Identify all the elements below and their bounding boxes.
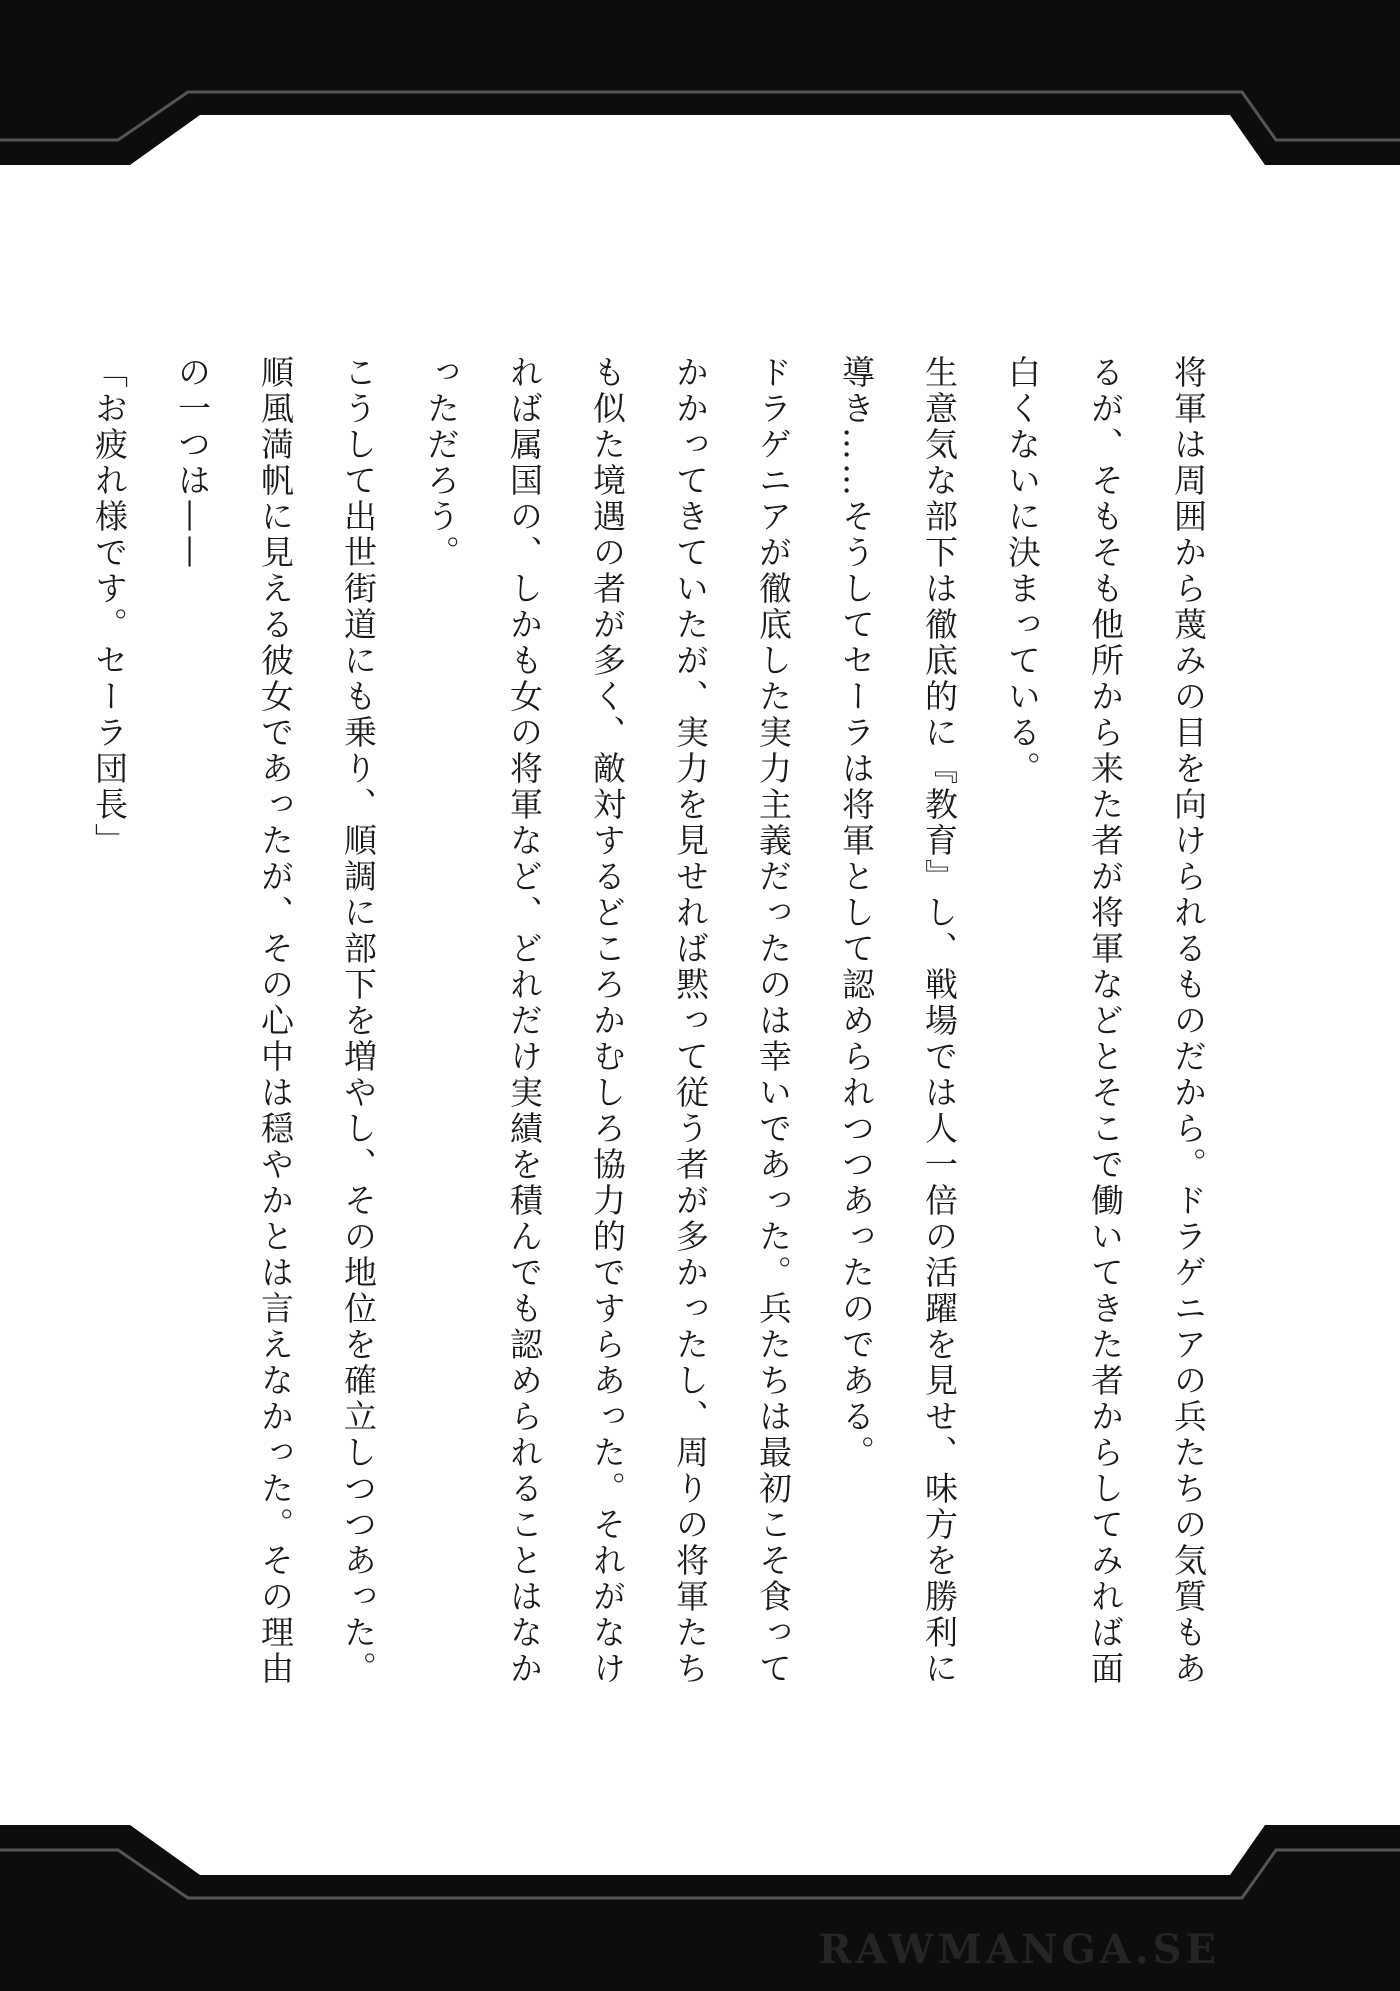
paragraph-5: 順風満帆に見える彼女であったが、その心中は穏やかとは言えなかった。その理由の一つは—— [173,355,295,1687]
paragraph-4: こうして出世街道にも乗り、順調に部下を増やし、その地位を確立しつつあった。 [339,355,378,1687]
novel-text-column [90,355,1230,1695]
paragraph-6: 「お疲れ様です。セーラ団長」 [90,355,129,859]
paragraph-2: 生意気な部下は徹底的に『教育』し、戦場では人一倍の活躍を見せ、味方を勝利に導き……そうしてセーラは将軍として認められつつあったのである。 [837,355,959,1687]
paragraph-3: ドラゲニアが徹底した実力主義だったのは幸いであった。兵たちは最初こそ食ってかかってきていたが、実力を見せれば黙って従う者が多かったし、周りの将軍たちも似た境遇の者が多く、敵対するどころかむしろ協力的ですらあった。それがなければ属国の、しかも女の将軍など、どれだけ実績を積んでも認められることはなかっただろう。 [422,355,793,1687]
watermark-logo: RAWMANGA.SE [818,1926,1220,1973]
paragraph-1: 将軍は周囲から蔑みの目を向けられるものだから。ドラゲニアの兵たちの気質もあるが、そもそも他所から来た者が将軍などとそこで働いてきた者からしてみれば面白くないに決まっている。 [1003,355,1208,1687]
top-frame-band [0,0,1400,165]
